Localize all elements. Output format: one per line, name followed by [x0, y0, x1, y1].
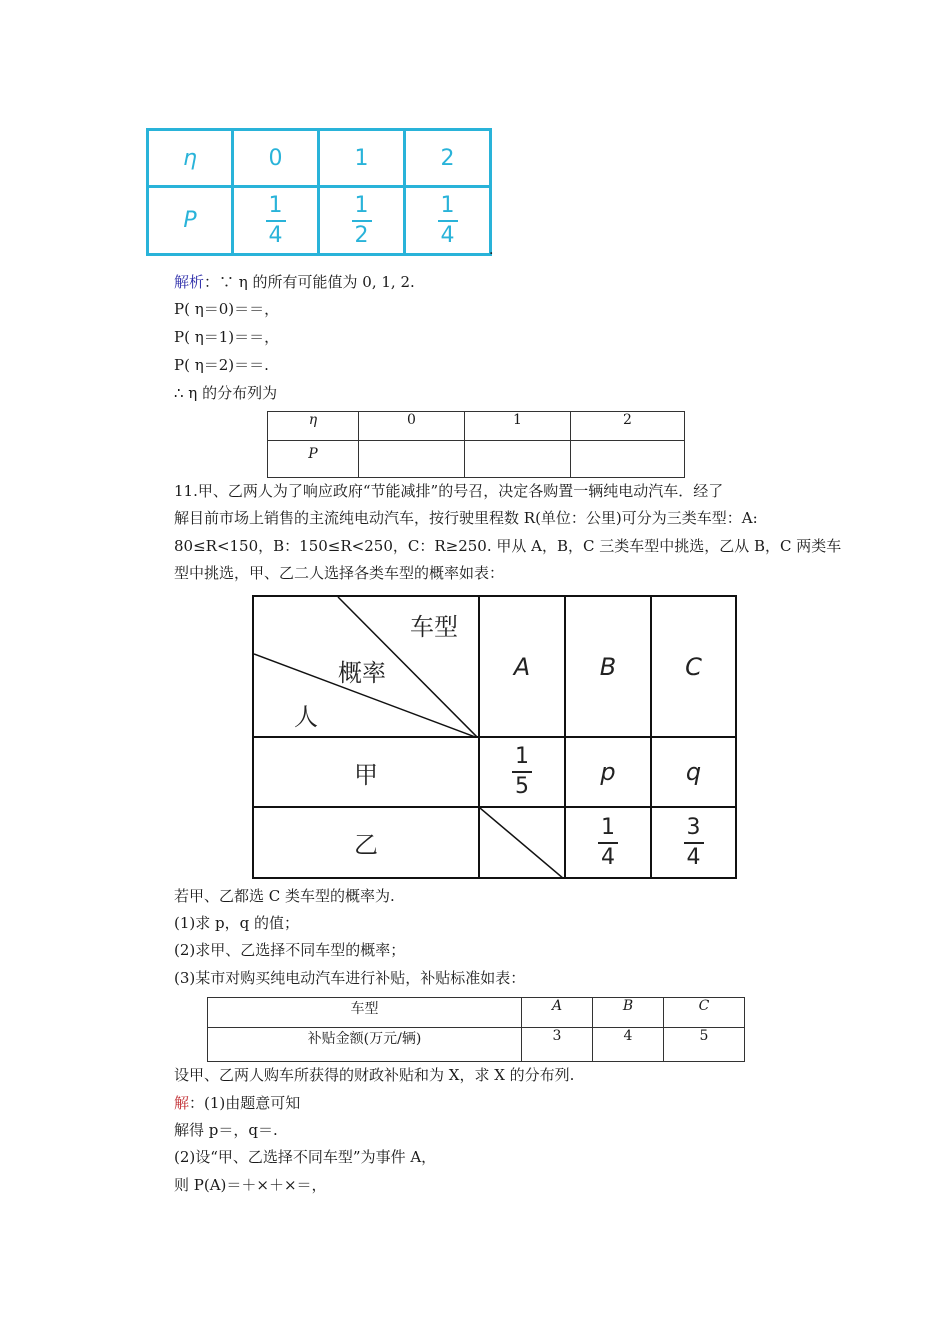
diagonal-header-cell [253, 596, 479, 737]
solution-line-2: 解得 p＝，q＝. [174, 1121, 278, 1139]
solution-line-4: 则 P(A)＝＋×＋×＝， [174, 1176, 327, 1194]
header-probability: 概率 [338, 659, 386, 687]
yi-c: $\frac{3}{4}$ [651, 807, 736, 878]
dist-cell [465, 441, 571, 478]
row-yi: 乙 [253, 807, 479, 878]
problem-11-line-1: 11.甲、乙两人为了响应政府“节能减排”的号召，决定各购置一辆纯电动汽车．经了 [174, 482, 724, 500]
subsidy-cell: 5 [664, 1028, 745, 1062]
jia-a: $\frac{1}{5}$ [479, 737, 565, 807]
trailing-period: . [489, 242, 494, 258]
problem-11-line-2: 解目前市场上销售的主流纯电动汽车，按行驶里程数 R(单位：公里)可分为三类车型：A: [174, 509, 758, 527]
subsidy-cell: 补贴金额(万元/辆) [208, 1028, 522, 1062]
solution-line-1: 解：(1)由题意可知 [174, 1094, 301, 1112]
eta-value-0: 0 [233, 130, 319, 187]
eta-value-2: 2 [405, 130, 491, 187]
subsidy-table [207, 997, 745, 1062]
analysis-line-2: P( η＝0)＝＝， [174, 300, 280, 318]
after-table-line-2: (1)求 p，q 的值； [174, 914, 299, 932]
p-header: P [148, 187, 233, 255]
col-c: C [651, 596, 736, 737]
dist-cell [359, 441, 465, 478]
problem-11-line-4: 型中挑选，甲、乙二人选择各类车型的概率如表： [174, 564, 505, 582]
analysis-line-4: P( η＝2)＝＝. [174, 356, 269, 374]
header-car-type: 车型 [410, 613, 458, 641]
tail-line-1: 设甲、乙两人购车所获得的财政补贴和为 X，求 X 的分布列. [174, 1066, 575, 1084]
after-table-line-3: (2)求甲、乙选择不同车型的概率； [174, 941, 406, 959]
subsidy-cell: C [664, 998, 745, 1028]
solution-label: 解 [174, 1094, 190, 1112]
cell-diagonal [480, 808, 564, 879]
eta-header: η [148, 130, 233, 187]
analysis-line-3: P( η＝1)＝＝， [174, 328, 280, 346]
col-a: A [479, 596, 565, 737]
col-b: B [565, 596, 651, 737]
subsidy-cell: 4 [593, 1028, 664, 1062]
yi-b: $\frac{1}{4}$ [565, 807, 651, 878]
after-table-line-1: 若甲、乙都选 C 类车型的概率为. [174, 887, 395, 905]
dist-cell: 1 [465, 412, 571, 441]
subsidy-cell: 3 [522, 1028, 593, 1062]
dist-cell: 2 [571, 412, 685, 441]
jia-b: p [565, 737, 651, 807]
analysis-line-1: 解析：∵ η 的所有可能值为 0, 1, 2. [174, 273, 415, 291]
dist-cell: η [268, 412, 359, 441]
probability-table [252, 595, 737, 879]
subsidy-cell: B [593, 998, 664, 1028]
eta-distribution-table [267, 411, 685, 478]
row-jia: 甲 [253, 737, 479, 807]
dist-cell: P [268, 441, 359, 478]
analysis-line-5: ∴ η 的分布列为 [174, 384, 278, 402]
eta-distribution-table-figure [146, 128, 492, 256]
subsidy-cell: 车型 [208, 998, 522, 1028]
p-value-0: $\frac{1}{4}$ [233, 187, 319, 255]
subsidy-cell: A [522, 998, 593, 1028]
header-person: 人 [294, 703, 318, 731]
solution-line-3: (2)设“甲、乙选择不同车型”为事件 A， [174, 1148, 437, 1166]
p-value-1: $\frac{1}{2}$ [319, 187, 405, 255]
dist-cell: 0 [359, 412, 465, 441]
analysis-label: 解析 [174, 273, 205, 291]
dist-cell [571, 441, 685, 478]
p-value-2: $\frac{1}{4}$ [405, 187, 491, 255]
eta-value-1: 1 [319, 130, 405, 187]
jia-c: q [651, 737, 736, 807]
yi-a-empty [479, 807, 565, 878]
after-table-line-4: (3)某市对购买纯电动汽车进行补贴，补贴标准如表： [174, 969, 526, 987]
problem-11-line-3: 80≤R<150，B：150≤R<250，C：R≥250. 甲从 A，B，C 三类车型中挑选，乙从 B，C 两类车 [174, 537, 842, 555]
